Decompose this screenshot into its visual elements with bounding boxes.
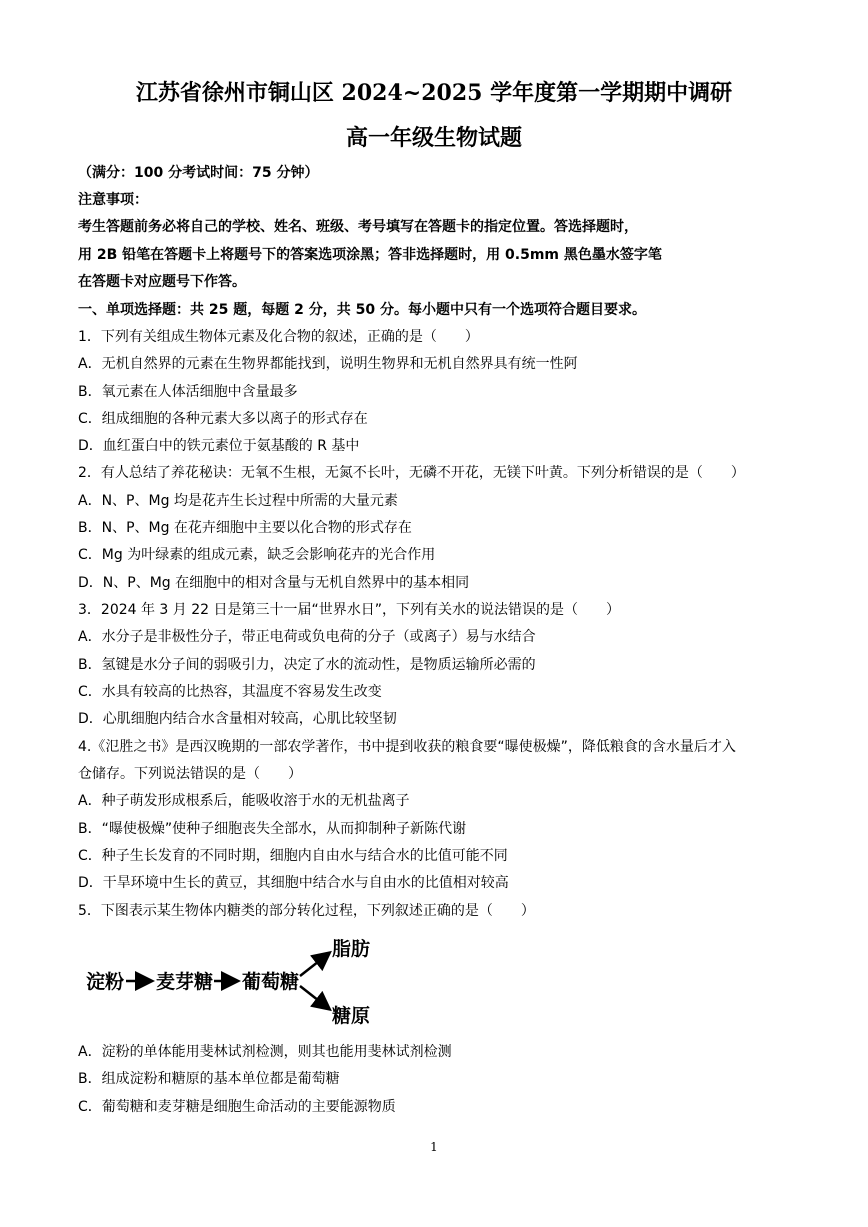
diagram-node-starch: 淀粉 <box>86 971 125 993</box>
question-option: D．N、P、Mg 在细胞中的相对含量与无机自然界中的基本相同 <box>78 575 470 591</box>
exam-info: （满分：100 分考试时间：75 分钟） <box>78 165 319 181</box>
question-option: B．氢键是水分子间的弱吸引力，决定了水的流动性，是物质运输所必需的 <box>78 657 536 673</box>
question-option: A．无机自然界的元素在生物界都能找到，说明生物界和无机自然界具有统一性阿 <box>78 356 578 372</box>
notice-heading: 注意事项： <box>78 192 148 208</box>
question-option: C．葡萄糖和麦芽糖是细胞生命活动的主要能源物质 <box>78 1099 396 1115</box>
question-option: C．组成细胞的各种元素大多以离子的形式存在 <box>78 411 368 427</box>
question-option: D．干旱环境中生长的黄豆，其细胞中结合水与自由水的比值相对较高 <box>78 875 509 891</box>
arrow-icon <box>300 986 328 1008</box>
diagram-node-maltose: 麦芽糖 <box>156 971 214 993</box>
question-option: B．氧元素在人体活细胞中含量最多 <box>78 384 298 400</box>
notice-line: 用 2B 铅笔在答题卡上将题号下的答案选项涂黑；答非选择题时，用 0.5mm 黑色墨水签字笔 <box>78 247 662 263</box>
question-stem: 5．下图表示某生物体内糖类的部分转化过程，下列叙述正确的是（ ） <box>78 903 535 919</box>
question-option: D．血红蛋白中的铁元素位于氨基酸的 R 基中 <box>78 438 360 454</box>
question-stem: 1．下列有关组成生物体元素及化合物的叙述，正确的是（ ） <box>78 329 479 345</box>
sugar-conversion-diagram <box>86 930 386 1030</box>
question-option: C．水具有较高的比热容，其温度不容易发生改变 <box>78 684 382 700</box>
question-option: A．水分子是非极性分子，带正电荷或负电荷的分子（或离子）易与水结合 <box>78 629 536 645</box>
question-option: C．Mg 为叶绿素的组成元素，缺乏会影响花卉的光合作用 <box>78 547 436 563</box>
arrow-icon <box>300 954 328 976</box>
diagram-node-glucose: 葡萄糖 <box>242 971 300 993</box>
question-option: B．组成淀粉和糖原的基本单位都是葡萄糖 <box>78 1071 340 1087</box>
question-option: A．淀粉的单体能用斐林试剂检测，则其也能用斐林试剂检测 <box>78 1044 452 1060</box>
section-heading: 一、单项选择题：共 25 题，每题 2 分，共 50 分。每小题中只有一个选项符合题目要求。 <box>78 302 646 318</box>
question-stem: 3．2024 年 3 月 22 日是第三十一届“世界水日”，下列有关水的说法错误的是（ ） <box>78 602 621 618</box>
exam-subtitle: 高一年级生物试题 <box>345 125 522 151</box>
diagram-node-glycogen: 糖原 <box>332 1005 371 1027</box>
question-stem: 2．有人总结了养花秘诀：无氧不生根，无氮不长叶，无磷不开花，无镁下叶黄。下列分析错误的是（ ） <box>78 465 745 481</box>
page-number: 1 <box>430 1140 438 1154</box>
question-option: D．心肌细胞内结合水含量相对较高，心肌比较坚韧 <box>78 711 397 727</box>
exam-title: 江苏省徐州市铜山区 2024~2025 学年度第一学期期中调研 <box>135 80 733 106</box>
question-option: B．“曝使极燥”使种子细胞丧失全部水，从而抑制种子新陈代谢 <box>78 821 467 837</box>
question-option: A．种子萌发形成根系后，能吸收溶于水的无机盐离子 <box>78 793 410 809</box>
notice-line: 考生答题前务必将自己的学校、姓名、班级、考号填写在答题卡的指定位置。答选择题时， <box>78 219 638 235</box>
diagram-node-fat: 脂肪 <box>332 938 371 960</box>
question-stem: 仓储存。下列说法错误的是（ ） <box>78 766 302 782</box>
question-option: A．N、P、Mg 均是花卉生长过程中所需的大量元素 <box>78 493 398 509</box>
question-option: C．种子生长发育的不同时期，细胞内自由水与结合水的比值可能不同 <box>78 848 508 864</box>
notice-line: 在答题卡对应题号下作答。 <box>78 274 246 290</box>
question-option: B．N、P、Mg 在花卉细胞中主要以化合物的形式存在 <box>78 520 412 536</box>
question-stem: 4.《氾胜之书》是西汉晚期的一部农学著作，书中提到收获的粮食要“曝使极燥”，降低粮食的含水量后才入 <box>78 739 736 755</box>
